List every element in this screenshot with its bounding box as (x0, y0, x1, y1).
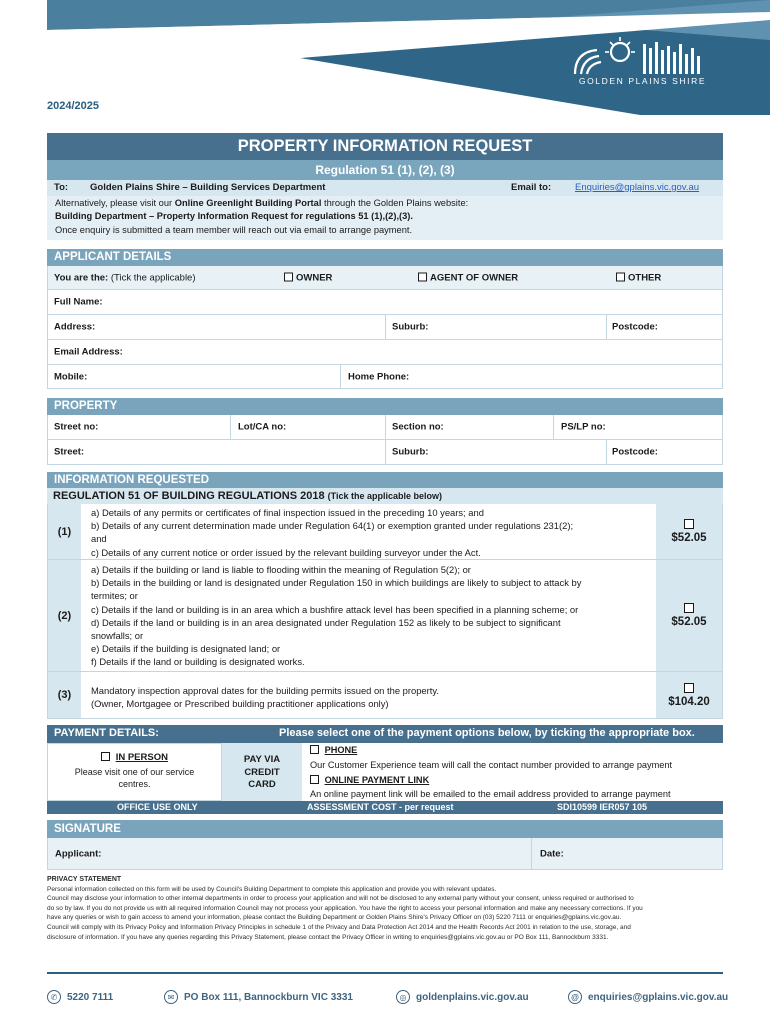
item-2-price-cell[interactable] (656, 560, 722, 671)
applicant-signature-label: Applicant: (55, 848, 102, 859)
phone-icon: ✆ (47, 990, 61, 1004)
in-person-option[interactable] (47, 743, 222, 801)
to-label: To: (54, 182, 69, 193)
applicant-heading: APPLICANT DETAILS (47, 249, 723, 266)
item-1-line: and (91, 533, 107, 545)
suburb-label: Suburb: (392, 321, 429, 333)
property-postcode-field[interactable] (606, 440, 607, 464)
item-2-line: e) Details if the building is designated land; or (91, 643, 281, 655)
date-label: Date: (540, 848, 564, 859)
office-use-bar (47, 801, 723, 814)
property-lot-row (47, 415, 723, 440)
request-item-3 (47, 672, 723, 719)
ps-lp-field[interactable] (553, 415, 554, 439)
phone-option[interactable] (310, 744, 723, 756)
lot-field[interactable] (230, 415, 231, 439)
mailbox-icon: ✉ (164, 990, 178, 1004)
to-value: Golden Plains Shire – Building Services Department (90, 182, 326, 193)
item-2-line: b) Details in the building or land is designated under Regulation 150 in which buildings are likely to subject to attack by (91, 577, 582, 589)
privacy-line: have any queries or wish to gain access to amend your information, please contact the Building Department or Golden Plains Shire's Privacy Officer on (03) 5220 7111 or enquiries@gplains.vic.gov.au. (47, 914, 622, 922)
home-phone-label: Home Phone: (348, 371, 410, 382)
in-person-checkbox[interactable] (101, 752, 110, 761)
agent-label: AGENT OF OWNER (430, 272, 519, 283)
email-label: Email to: (511, 182, 552, 193)
item-2-line: a) Details if the building or land is liable to flooding within the meaning of Regulation 5(2); or (91, 564, 471, 575)
postcode-field[interactable] (606, 315, 607, 339)
item-2-line: c) Details if the land or building is in an area which a bushfire attack level has been specified in a planning scheme; or (91, 603, 579, 615)
email-address-label: Email Address: (54, 346, 123, 358)
alternative-notice (47, 196, 723, 240)
item-1-price: $52.05 (671, 532, 707, 544)
online-option[interactable] (310, 774, 723, 786)
item-3-line: Mandatory inspection approval dates for the building permits issued on the property. (91, 685, 439, 696)
footer-email[interactable] (568, 990, 728, 1004)
item-2-number: (2) (48, 560, 81, 671)
suburb-field[interactable] (385, 315, 386, 339)
alt-text-c: through the Golden Plains website: (321, 198, 469, 208)
online-checkbox[interactable] (310, 775, 319, 784)
phone-description: Our Customer Experience team will call the contact number provided to arrange payment (310, 760, 673, 770)
applicant-type-row (47, 266, 723, 290)
signature-heading: SIGNATURE (47, 820, 723, 838)
regulation-title: REGULATION 51 OF BUILDING REGULATIONS 2018 (53, 490, 325, 502)
assessment-cost-label: ASSESSMENT COST - per request (307, 802, 454, 812)
regulation-hint: (Tick the applicable below) (327, 491, 442, 501)
privacy-heading: PRIVACY STATEMENT (47, 876, 122, 883)
ps-lp-label: PS/LP no: (561, 421, 606, 433)
address-row (47, 315, 723, 340)
property-suburb-label: Suburb: (392, 446, 429, 458)
item-1-checkbox[interactable] (684, 519, 694, 529)
full-name-field[interactable] (47, 290, 723, 315)
owner-label: OWNER (296, 272, 333, 283)
office-code: SDI10599 IER057 105 (557, 802, 648, 812)
owner-option[interactable] (284, 272, 332, 283)
you-are-label: You are the: (54, 272, 109, 283)
other-checkbox[interactable] (616, 272, 625, 281)
footer-email-text: enquiries@gplains.vic.gov.au (588, 991, 729, 1003)
portal-link[interactable]: Online Greenlight Building Portal (174, 198, 322, 208)
footer-website[interactable] (396, 990, 529, 1004)
in-person-description: Please visit one of our service centres. (74, 767, 195, 789)
section-label: Section no: (392, 421, 444, 433)
form-subtitle: Regulation 51 (1), (2), (3) (47, 160, 723, 180)
email-link[interactable]: Enquiries@gplains.vic.gov.au (575, 182, 700, 193)
request-item-2 (47, 560, 723, 672)
privacy-line: Council may disclose your information to other internal departments in order to process your application and will not be disclosed to any external party without your consent, unless required or authorised to (47, 895, 634, 903)
alt-line-2: Building Department – Property Information Request for regulations 51 (1),(2),(3). (55, 211, 413, 222)
footer-phone-text: 5220 7111 (67, 991, 114, 1003)
at-icon: @ (568, 990, 582, 1004)
phone-checkbox[interactable] (310, 745, 319, 754)
home-phone-field[interactable] (340, 365, 341, 388)
item-2-price: $52.05 (671, 616, 707, 628)
footer-website-text: goldenplains.vic.gov.au (416, 991, 529, 1003)
privacy-line: do so by law. If you do not provide us with all required information Council may not process your application. You have the right to access your personal information and make any necessary corrections. If you (47, 904, 643, 912)
phone-label: PHONE (324, 745, 358, 755)
footer-address (164, 990, 353, 1004)
property-postcode-label: Postcode: (612, 446, 658, 458)
item-2-checkbox[interactable] (684, 603, 694, 613)
form-title: PROPERTY INFORMATION REQUEST (47, 133, 723, 160)
alt-text-a: Alternatively, please visit our (55, 198, 175, 208)
property-street-row (47, 440, 723, 465)
footer-phone[interactable] (47, 990, 113, 1004)
payment-heading-bar (47, 725, 723, 743)
signature-row (47, 838, 723, 870)
item-1-line: c) Details of any current notice or order issued by the relevant building surveyor under the Act. (91, 546, 481, 558)
item-3-price-cell[interactable] (656, 672, 722, 718)
property-heading: PROPERTY (47, 398, 723, 415)
privacy-line: Council will comply with its Privacy Policy and Information Privacy Principles in schedule 1 of the Privacy and Data Protection Act 2014 and the Health Records Act 2001 in relation to the use, storage, and (47, 923, 631, 931)
form-year: 2024/2025 (47, 100, 99, 112)
regulation-title-bar (47, 488, 723, 504)
email-address-field[interactable] (47, 340, 723, 365)
payment-instruction: Please select one of the payment options below, by ticking the appropriate box. (279, 727, 695, 739)
item-3-line: (Owner, Mortgagee or Prescribed building practitioner applications only) (91, 698, 389, 710)
item-2-line: snowfalls; or (91, 630, 144, 642)
item-1-number: (1) (48, 504, 81, 559)
agent-option[interactable] (418, 272, 518, 283)
street-label: Street: (54, 446, 85, 458)
payment-heading: PAYMENT DETAILS: (54, 727, 159, 739)
owner-checkbox[interactable] (284, 272, 293, 281)
office-use-label: OFFICE USE ONLY (117, 802, 198, 812)
item-3-price: $104.20 (668, 695, 710, 708)
item-1-price-cell[interactable] (656, 504, 722, 559)
footer-address-text: PO Box 111, Bannockburn VIC 3331 (184, 991, 353, 1003)
item-1-line: a) Details of any permits or certificates of final inspection issued in the preceding 10 years; and (91, 507, 484, 518)
agent-checkbox[interactable] (418, 272, 427, 281)
to-row (47, 180, 723, 196)
online-description: An online payment link will be emailed to the email address provided to arrange payment (310, 789, 671, 799)
item-2-line: f) Details if the land or building is designated works. (91, 656, 305, 668)
lot-label: Lot/CA no: (238, 421, 287, 433)
other-label: OTHER (628, 272, 662, 283)
alt-line-3: Once enquiry is submitted a team member will reach out via email to arrange payment. (55, 224, 413, 235)
footer-divider (47, 972, 723, 974)
online-label: ONLINE PAYMENT LINK (324, 775, 430, 785)
in-person-label: IN PERSON (115, 752, 168, 763)
item-2-line: d) Details if the land or building is in an area designated under Regulation 152 as likely to be subject to significant (91, 616, 561, 628)
privacy-line: disclosure of information. If you have any queries regarding this Privacy Statement, please contact the Privacy Officer in writing to enquiries@gplains.vic.gov.au or PO Box 111, Bannockburn 3331. (47, 933, 609, 941)
other-option[interactable] (616, 272, 661, 283)
date-field[interactable] (531, 838, 532, 869)
you-are-hint: (Tick the applicable) (110, 272, 196, 283)
remote-payment-options (302, 743, 723, 801)
street-no-label: Street no: (54, 421, 99, 433)
mobile-label: Mobile: (54, 371, 88, 382)
globe-icon: ◎ (396, 990, 410, 1004)
section-field[interactable] (385, 415, 386, 439)
postcode-label: Postcode: (612, 321, 658, 333)
pay-via-credit-card: PAY VIA CREDIT CARD (222, 743, 302, 801)
logo-text: GOLDEN PLAINS SHIRE (578, 76, 707, 86)
item-2-line: termites; or (91, 590, 138, 602)
request-item-1 (47, 504, 723, 560)
full-name-label: Full Name: (54, 296, 103, 308)
item-3-checkbox[interactable] (684, 683, 694, 693)
item-3-number: (3) (48, 672, 81, 718)
property-suburb-field[interactable] (385, 440, 386, 464)
phone-row (47, 365, 723, 389)
address-label: Address: (54, 321, 96, 333)
payment-options (47, 743, 723, 801)
privacy-statement (47, 875, 723, 942)
privacy-line: Personal information collected on this form will be used by Council's Building Department to complete this application and provide you with relevant updates. (47, 885, 497, 893)
item-1-line: b) Details of any current determination made under Regulation 64(1) or exemption granted under regulations 231(2); (91, 520, 574, 532)
info-heading: INFORMATION REQUESTED (47, 472, 723, 488)
